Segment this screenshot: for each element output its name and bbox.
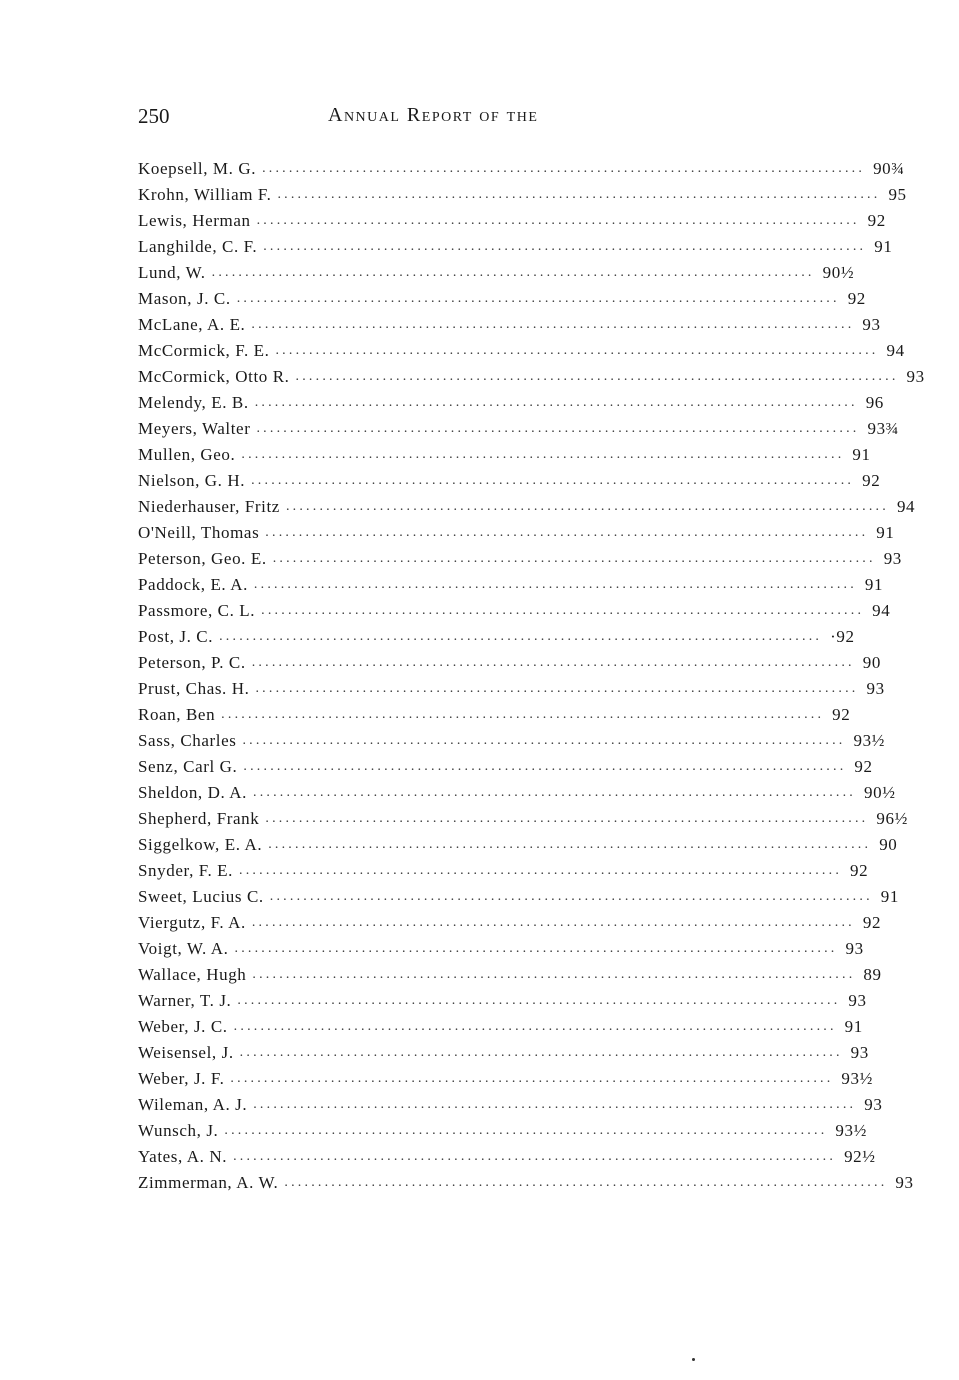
entry-name: Langhilde, C. F. <box>138 237 258 256</box>
dot-leader: .......................................................................................... <box>251 473 855 488</box>
entry-grade: 91 <box>864 575 884 594</box>
list-item <box>138 234 893 260</box>
list-item <box>138 442 871 468</box>
dot-leader: .......................................................................................... <box>211 265 815 280</box>
list-item <box>138 468 881 494</box>
list-item <box>138 1040 869 1066</box>
list-item <box>138 390 884 416</box>
entry-grade: 92½ <box>844 1147 876 1166</box>
dot-leader: .......................................................................................... <box>239 1045 843 1060</box>
entry-name: McCormick, Otto R. <box>138 367 290 386</box>
list-item <box>138 754 873 780</box>
dot-leader: .......................................................................................... <box>253 1097 857 1112</box>
dot-leader: .......................................................................................... <box>219 629 823 644</box>
entry-name: Post, J. C. <box>138 627 214 646</box>
list-item <box>138 364 925 390</box>
entry-grade: 94 <box>872 601 891 620</box>
entry-grade: 93 <box>862 315 881 334</box>
dot-leader: .......................................................................................... <box>230 1071 834 1086</box>
entry-name: Peterson, P. C. <box>138 653 246 672</box>
dot-leader: .......................................................................................... <box>256 421 860 436</box>
dot-leader: .......................................................................................... <box>241 447 845 462</box>
entry-name: Weber, J. C. <box>138 1017 228 1036</box>
list-item <box>138 728 886 754</box>
entry-grade: 94 <box>896 497 916 516</box>
entry-grade: 92 <box>832 705 851 724</box>
list-item <box>138 1066 873 1092</box>
entry-grade: 90 <box>879 835 898 854</box>
list-item <box>138 520 895 546</box>
list-item <box>138 962 882 988</box>
list-item <box>138 494 916 520</box>
dot-leader: .......................................................................................... <box>263 239 867 254</box>
entry-name: Mullen, Geo. <box>138 445 236 464</box>
dot-leader: .......................................................................................... <box>285 499 889 514</box>
entry-grade: 93 <box>845 939 864 958</box>
dot-leader: .......................................................................................... <box>272 551 876 566</box>
dot-leader: .......................................................................................... <box>243 759 847 774</box>
dot-leader: .......................................................................................... <box>242 733 846 748</box>
dot-leader: .......................................................................................... <box>253 577 857 592</box>
entry-grade: 93 <box>848 991 867 1010</box>
dot-leader: .......................................................................................... <box>277 187 881 202</box>
entry-name: Warner, T. J. <box>138 991 232 1010</box>
entry-grade: 96 <box>865 393 884 412</box>
entry-grade: 94 <box>886 341 905 360</box>
entry-grade: 92 <box>850 861 869 880</box>
entry-grade: 90½ <box>822 263 855 282</box>
page-number: 250 <box>138 104 170 128</box>
entry-name: O'Neill, Thomas <box>138 523 260 542</box>
ink-speck <box>692 1358 695 1361</box>
entry-name: Sweet, Lucius C. <box>138 887 264 906</box>
list-item <box>138 546 902 572</box>
list-item <box>138 208 886 234</box>
dot-leader: .......................................................................................... <box>268 837 872 852</box>
list-item <box>138 858 869 884</box>
dot-leader: .......................................................................................... <box>255 681 859 696</box>
dot-leader: .......................................................................................... <box>265 525 869 540</box>
entry-name: Niederhauser, Fritz <box>138 497 280 516</box>
list-item <box>138 598 891 624</box>
entry-grade: 93 <box>895 1173 914 1192</box>
entry-grade: 90½ <box>864 783 896 802</box>
entry-name: Melendy, E. B. <box>138 393 249 412</box>
list-item <box>138 1014 863 1040</box>
entry-grade: 91 <box>852 445 871 464</box>
entry-grade: 93 <box>864 1095 883 1114</box>
entry-name: Peterson, Geo. E. <box>138 549 267 568</box>
entry-grade: 89 <box>863 965 882 984</box>
entry-name: Wunsch, J. <box>138 1121 219 1140</box>
list-item <box>138 832 898 858</box>
entry-name: Zimmerman, A. W. <box>138 1173 279 1192</box>
list-item <box>138 988 867 1014</box>
entry-grade: 93½ <box>841 1069 873 1088</box>
entry-grade: 92 <box>867 211 886 230</box>
list-item <box>138 286 866 312</box>
list-item <box>138 338 905 364</box>
dot-leader: .......................................................................................... <box>237 993 841 1008</box>
list-item <box>138 572 884 598</box>
dot-leader: .......................................................................................... <box>234 941 838 956</box>
list-item <box>138 910 882 936</box>
dot-leader: .......................................................................................... <box>295 369 899 384</box>
dot-leader: .......................................................................................... <box>253 785 856 800</box>
entry-grade: 93½ <box>835 1121 867 1140</box>
entry-grade: 90 <box>862 653 881 672</box>
entry-grade: 91 <box>880 887 899 906</box>
dot-leader: .......................................................................................... <box>251 317 855 332</box>
entry-grade: 92 <box>862 471 881 490</box>
entry-name: Koepsell, M. G. <box>138 159 257 178</box>
dot-leader: .......................................................................................... <box>251 915 855 930</box>
entry-name: Voigt, W. A. <box>138 939 229 958</box>
dot-leader: .......................................................................................... <box>254 395 858 410</box>
list-item <box>138 1118 867 1144</box>
entry-grade: 93 <box>850 1043 869 1062</box>
entry-grade: 91 <box>876 523 895 542</box>
entry-grade: 95 <box>888 185 907 204</box>
grade-list <box>138 156 925 1196</box>
entry-name: McCormick, F. E. <box>138 341 270 360</box>
dot-leader: .......................................................................................... <box>269 889 873 904</box>
dot-leader: .......................................................................................... <box>261 603 865 618</box>
dot-leader: .......................................................................................... <box>265 811 869 826</box>
entry-grade: 92 <box>854 757 873 776</box>
dot-leader: .......................................................................................... <box>284 1175 888 1190</box>
dot-leader: .......................................................................................... <box>262 161 866 176</box>
dot-leader: .......................................................................................... <box>224 1123 828 1138</box>
list-item <box>138 156 905 182</box>
dot-leader: .......................................................................................... <box>252 967 856 982</box>
list-item <box>138 780 896 806</box>
entry-grade: 92 <box>862 913 882 932</box>
entry-grade: 93 <box>883 549 902 568</box>
entry-name: Shepherd, Frank <box>138 809 260 828</box>
entry-name: Krohn, William F. <box>138 185 272 204</box>
dot-leader: .......................................................................................... <box>233 1149 837 1164</box>
dot-leader: .......................................................................................... <box>256 213 860 228</box>
entry-name: Lund, W. <box>138 263 206 282</box>
list-item <box>138 702 851 728</box>
entry-grade: 91 <box>844 1017 863 1036</box>
dot-leader: .......................................................................................... <box>239 863 843 878</box>
page-header <box>138 104 770 134</box>
list-item <box>138 624 855 650</box>
dot-leader: .......................................................................................... <box>233 1019 837 1034</box>
dot-leader: .......................................................................................... <box>275 343 879 358</box>
list-item <box>138 936 864 962</box>
entry-name: Prust, Chas. H. <box>138 679 250 698</box>
list-item <box>138 1170 914 1196</box>
running-title: Annual Report of the <box>328 104 539 126</box>
entry-name: Wileman, A. J. <box>138 1095 248 1114</box>
dot-leader: .......................................................................................... <box>221 707 825 722</box>
entry-name: Sass, Charles <box>138 731 237 750</box>
list-item <box>138 806 908 832</box>
entry-name: Wallace, Hugh <box>138 965 247 984</box>
entry-name: Senz, Carl G. <box>138 757 238 776</box>
entry-name: McLane, A. E. <box>138 315 246 334</box>
list-item <box>138 884 899 910</box>
list-item <box>138 1092 883 1118</box>
dot-leader: .......................................................................................... <box>251 655 855 670</box>
entry-name: Snyder, F. E. <box>138 861 234 880</box>
entry-name: Siggelkow, E. A. <box>138 835 263 854</box>
entry-name: Mason, J. C. <box>138 289 231 308</box>
list-item <box>138 1144 876 1170</box>
entry-grade: 96½ <box>876 809 908 828</box>
entry-grade: 92 <box>847 289 866 308</box>
entry-name: Weisensel, J. <box>138 1043 234 1062</box>
entry-grade: 93 <box>906 367 925 386</box>
entry-grade: ·92 <box>830 627 855 646</box>
entry-name: Paddock, E. A. <box>138 575 248 594</box>
list-item <box>138 676 885 702</box>
entry-name: Meyers, Walter <box>138 419 251 438</box>
entry-name: Lewis, Herman <box>138 211 251 230</box>
list-item <box>138 416 900 442</box>
entry-grade: 93½ <box>853 731 886 750</box>
entry-grade: 91 <box>874 237 893 256</box>
entry-grade: 93¾ <box>867 419 900 438</box>
entry-name: Weber, J. F. <box>138 1069 225 1088</box>
entry-grade: 93 <box>866 679 885 698</box>
list-item <box>138 650 881 676</box>
list-item <box>138 312 881 338</box>
entry-name: Roan, Ben <box>138 705 216 724</box>
entry-name: Nielson, G. H. <box>138 471 246 490</box>
entry-name: Passmore, C. L. <box>138 601 256 620</box>
list-item <box>138 260 855 286</box>
entry-grade: 90¾ <box>873 159 905 178</box>
entry-name: Yates, A. N. <box>138 1147 228 1166</box>
dot-leader: .......................................................................................... <box>236 291 840 306</box>
list-item <box>138 182 907 208</box>
entry-name: Sheldon, D. A. <box>138 783 247 802</box>
entry-name: Viergutz, F. A. <box>138 913 246 932</box>
